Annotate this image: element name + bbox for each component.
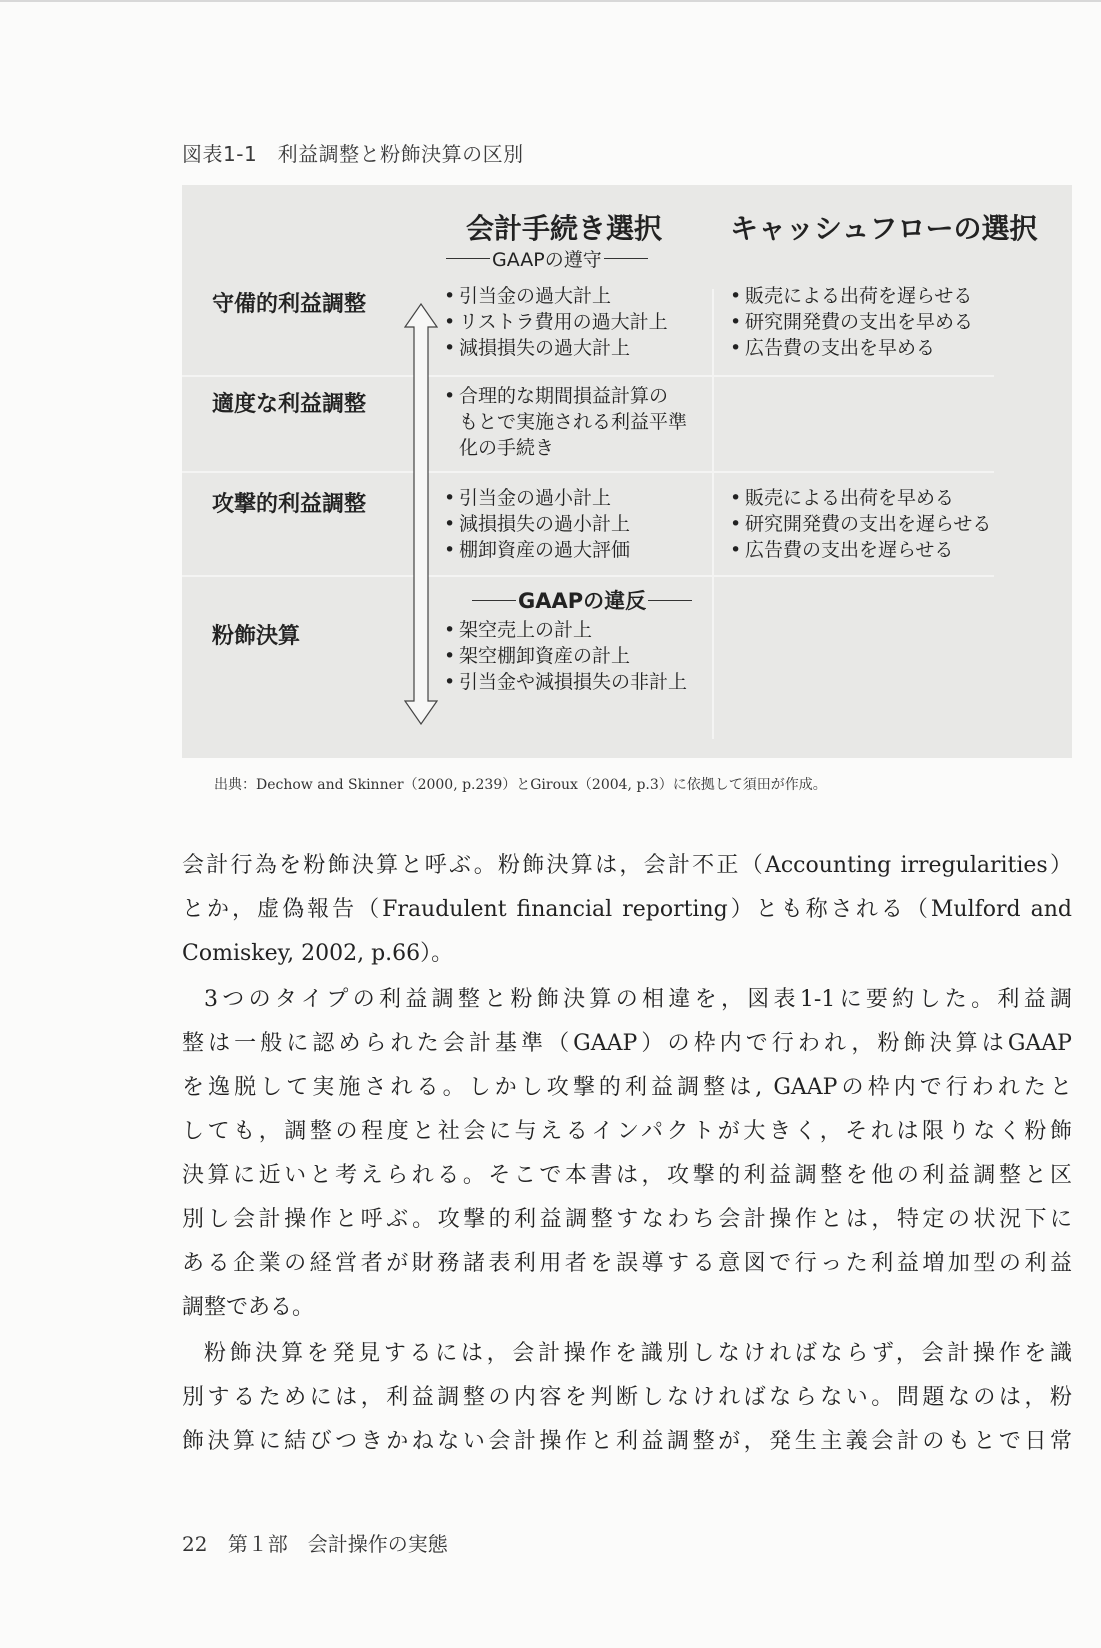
col-separator — [712, 289, 714, 739]
row3-accounting-list — [444, 485, 630, 563]
text-line: 飾決算に結びつきかねない会計操作と利益調整が，発生主義会計のもとで日常 — [182, 1429, 1072, 1454]
text-line: とか，虚偽報告（Fraudulent financial reporting）とも称される（Mulford and — [182, 897, 1072, 922]
row4-accounting-list — [444, 617, 687, 695]
list-item: • 販売による出荷を遅らせる — [730, 285, 973, 307]
figure-table — [182, 185, 1072, 758]
text-line: 整は一般に認められた会計基準（GAAP）の枠内で行われ，粉飾決算はGAAP — [182, 1031, 1072, 1056]
dash-right — [604, 258, 648, 259]
running-section-title: 第１部 会計操作の実態 — [227, 1532, 448, 1556]
list-item: • 引当金や減損損失の非計上 — [444, 671, 688, 693]
text-line: 調整である。 — [182, 1295, 315, 1320]
col-header-accounting: 会計手続き選択 — [466, 212, 663, 245]
row-separator — [182, 375, 994, 377]
row-label-moderate: 適度な利益調整 — [212, 392, 367, 417]
row2-accounting-text — [444, 383, 687, 461]
list-item: • 引当金の過小計上 — [444, 487, 612, 509]
body-text-last — [182, 1424, 1072, 1464]
text-line: しても，調整の程度と社会に与えるインパクトが大きく，それは限りなく粉飾 — [182, 1119, 1072, 1144]
dash-right — [648, 600, 692, 601]
list-item: • 合理的な期間損益計算の — [444, 385, 669, 407]
row-label-aggressive: 攻撃的利益調整 — [212, 492, 367, 517]
list-item: • 架空棚卸資産の計上 — [444, 645, 631, 667]
list-item: • 棚卸資産の過大評価 — [444, 539, 631, 561]
text-line: 別するためには，利益調整の内容を判断しなければならない。問題なのは，粉 — [182, 1385, 1072, 1410]
page-footer — [182, 1528, 448, 1557]
page-edge-line — [0, 0, 1101, 2]
text-line: 決算に近いと考えられる。そこで本書は，攻撃的利益調整を他の利益調整と区 — [182, 1163, 1072, 1188]
dash-left — [472, 600, 516, 601]
text-line: 粉飾決算を発見するには，会計操作を識別しなければならず，会計操作を識 — [204, 1341, 1072, 1366]
list-item-continuation: もとで実施される利益平準 — [459, 411, 688, 433]
list-item: • 広告費の支出を遅らせる — [730, 539, 954, 561]
list-item: • 減損損失の過大計上 — [444, 337, 631, 359]
figure-title: 図表1-1 利益調整と粉飾決算の区別 — [182, 142, 524, 166]
text-line: を逸脱して実施される。しかし攻撃的利益調整は, GAAPの枠内で行われたと — [182, 1075, 1072, 1100]
row1-cashflow-list — [730, 283, 973, 361]
figure-source: 出典：Dechow and Skinner（2000, p.239）とGiroux（2004, p.3）に依拠して須田が作成。 — [214, 777, 827, 793]
row-separator — [182, 575, 994, 577]
text-line: ある企業の経営者が財務諸表利用者を誤導する意図で行った利益増加型の利益 — [182, 1251, 1072, 1276]
text-line: 会計行為を粉飾決算と呼ぶ。粉飾決算は，会計不正（Accounting irregularities） — [182, 853, 1072, 878]
list-item: • 研究開発費の支出を遅らせる — [730, 513, 992, 535]
text-line: Comiskey, 2002, p.66）。 — [182, 941, 454, 966]
double-arrow-icon — [404, 303, 438, 725]
text-line: 3つのタイプの利益調整と粉飾決算の相違を，図表1-1に要約した。利益調 — [204, 987, 1072, 1012]
list-item-continuation: 化の手続き — [459, 437, 555, 459]
text-line: 別し会計操作と呼ぶ。攻撃的利益調整すなわち会計操作とは，特定の状況下に — [182, 1207, 1072, 1232]
dash-left — [446, 258, 490, 259]
list-item: • 引当金の過大計上 — [444, 285, 612, 307]
gaap-violation-label: GAAPの違反 — [472, 585, 692, 615]
list-item: • 研究開発費の支出を早める — [730, 311, 974, 333]
row1-accounting-list — [444, 283, 668, 361]
list-item: • 架空売上の計上 — [444, 619, 593, 641]
row-label-fraud: 粉飾決算 — [212, 624, 301, 649]
body-text — [182, 848, 1072, 1408]
list-item: • 広告費の支出を早める — [730, 337, 936, 359]
row-separator — [182, 471, 994, 473]
row3-cashflow-list — [730, 485, 991, 563]
list-item: • リストラ費用の過大計上 — [444, 311, 668, 333]
list-item: • 販売による出荷を早める — [730, 487, 955, 509]
col-header-cashflow: キャッシュフローの選択 — [730, 212, 1038, 245]
page-number: 22 — [182, 1532, 208, 1556]
gaap-compliance-label: GAAPの遵守 — [446, 245, 648, 272]
list-item: • 減損損失の過小計上 — [444, 513, 631, 535]
row-label-defensive: 守備的利益調整 — [212, 292, 367, 317]
